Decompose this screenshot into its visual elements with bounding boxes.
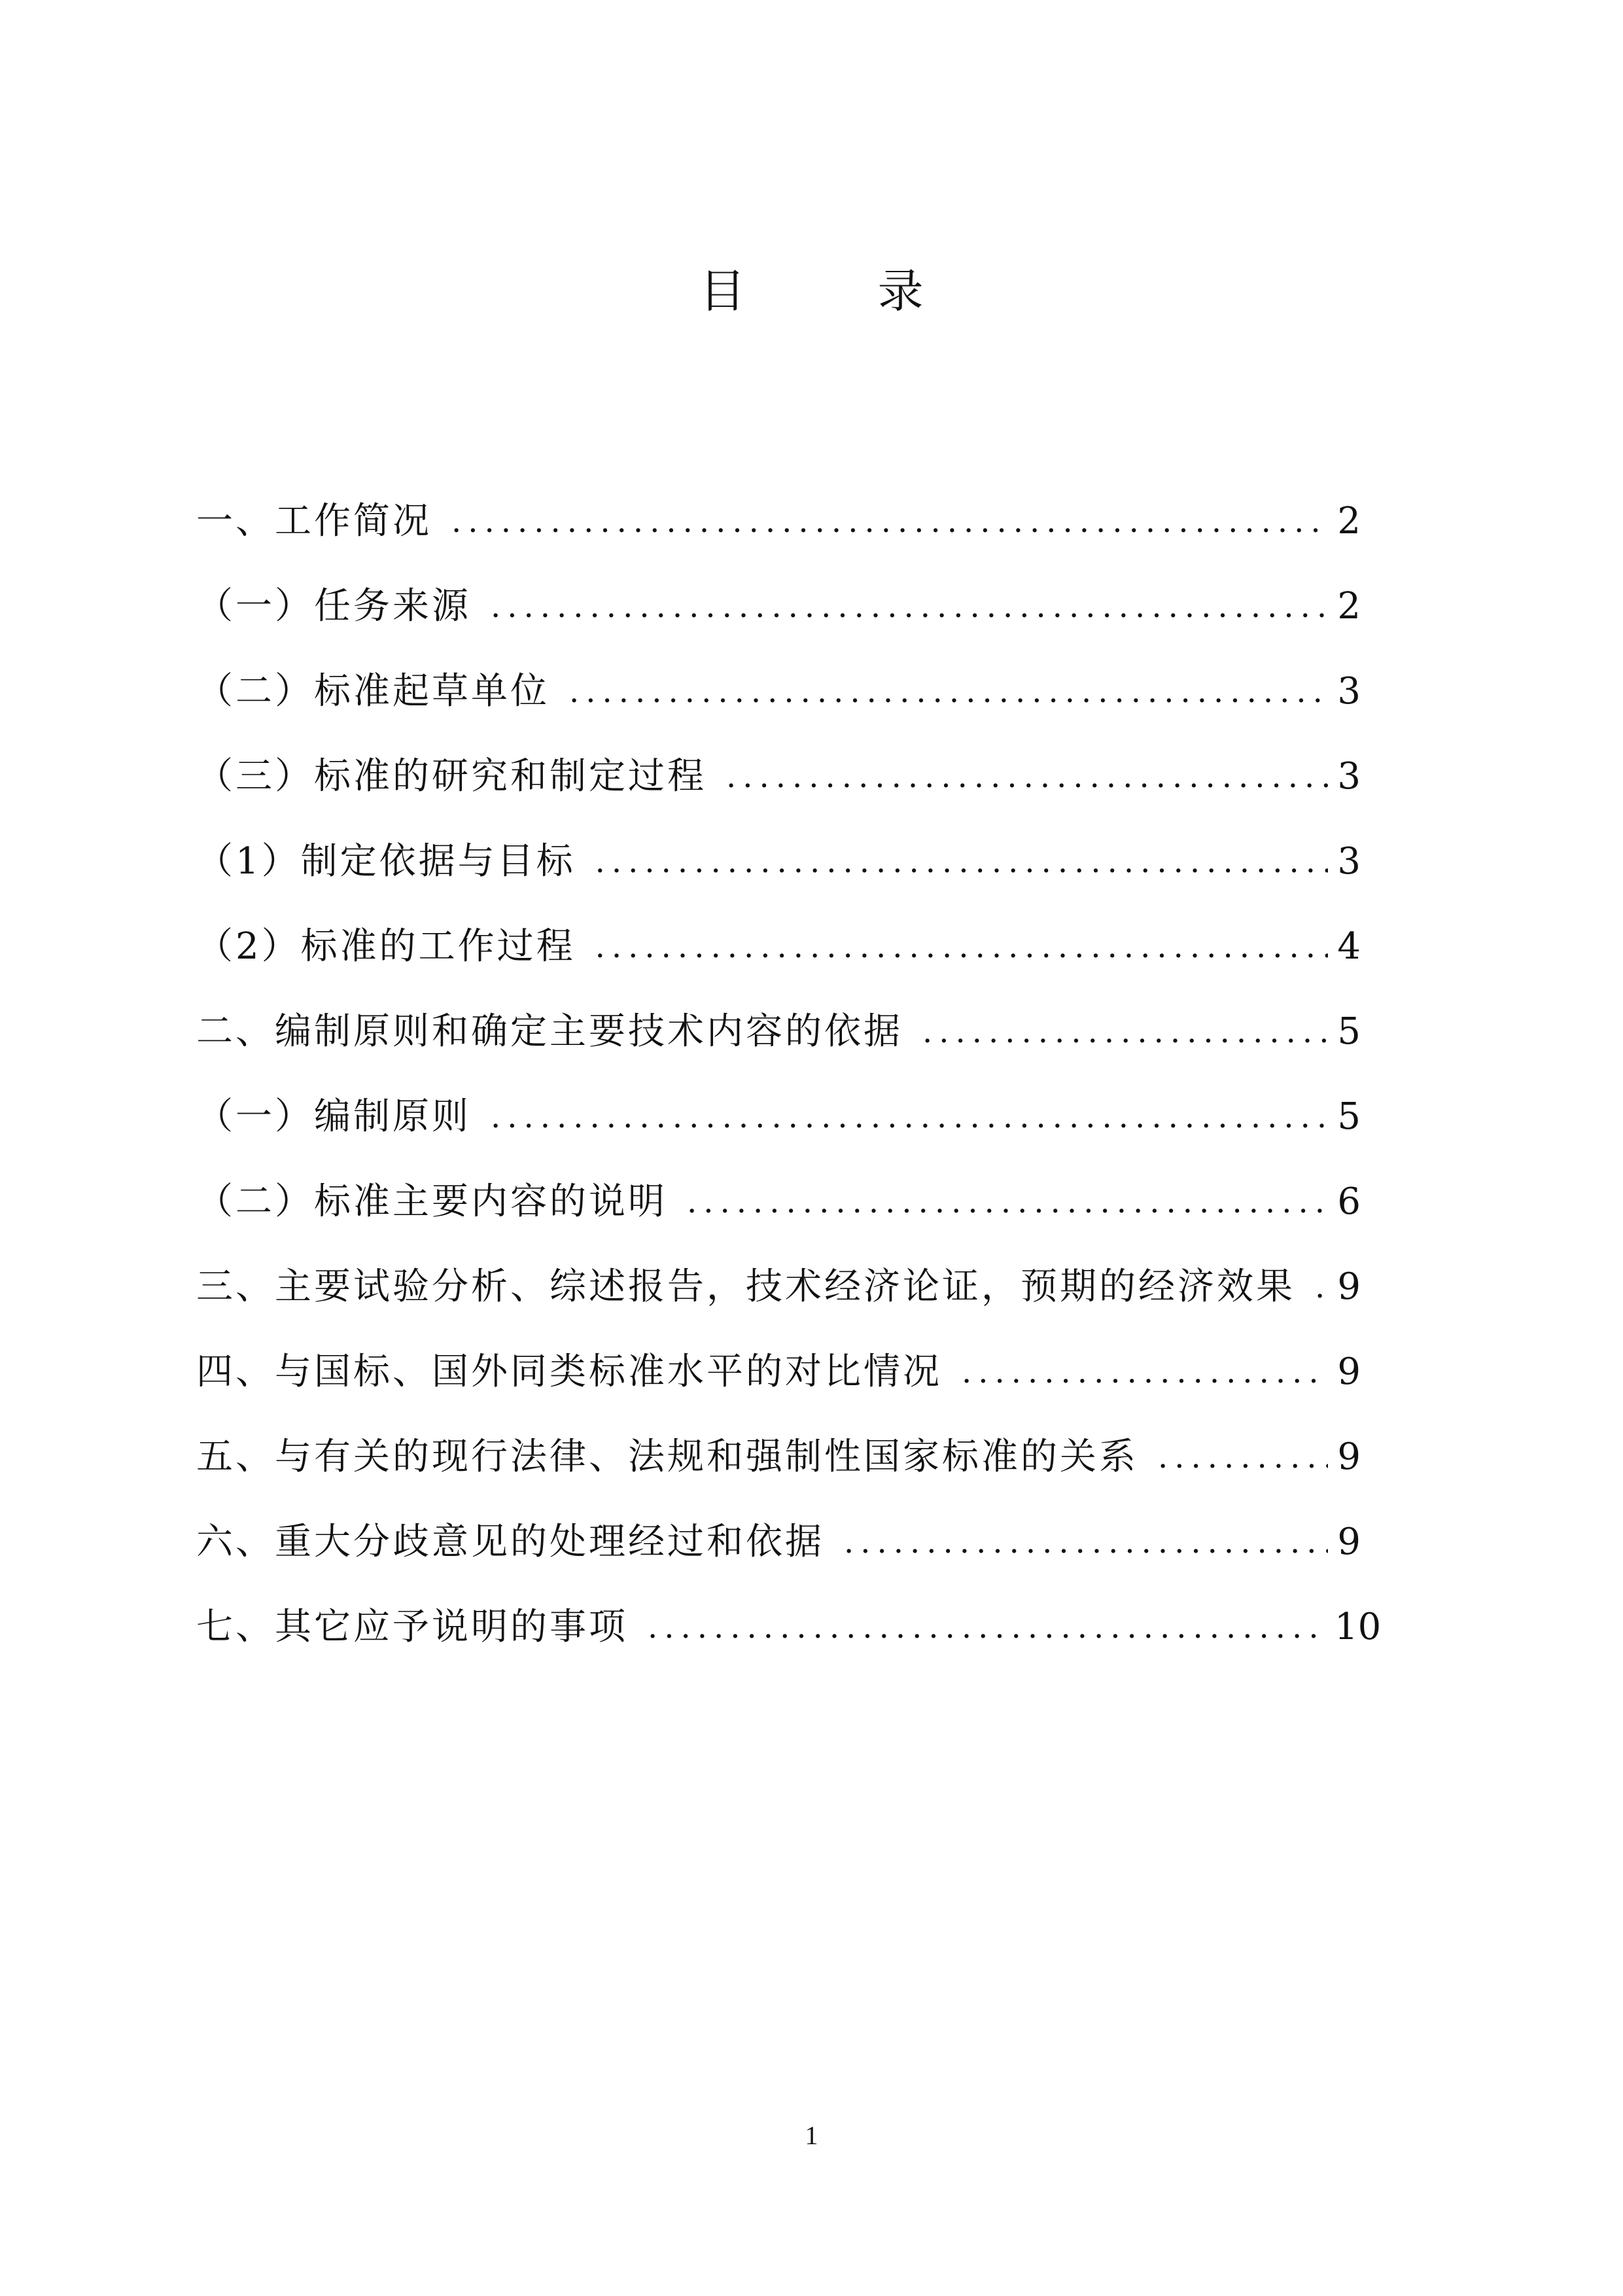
toc-leader-dots — [726, 761, 1328, 792]
toc-leader-dots — [1315, 1271, 1328, 1303]
toc-entry[interactable] — [196, 455, 1361, 540]
toc-entry-page: 9 — [1337, 1521, 1361, 1563]
toc-leader-dots — [844, 1527, 1328, 1558]
toc-entry-page: 9 — [1337, 1436, 1361, 1478]
toc-entry-page: 3 — [1337, 670, 1361, 713]
toc-entry-page: 3 — [1337, 755, 1361, 798]
toc-entry-page: 3 — [1337, 840, 1361, 883]
toc-leader-dots — [595, 846, 1328, 877]
toc-leader-dots — [491, 1101, 1328, 1133]
toc-entry[interactable] — [196, 1561, 1382, 1648]
toc-entry-page: 5 — [1337, 1010, 1361, 1053]
page-number: 1 — [805, 2121, 818, 2150]
page-title: 目 录 — [699, 264, 983, 318]
toc-entry-page: 9 — [1337, 1265, 1361, 1308]
toc-entry-label: 五、与有关的现行法律、法规和强制性国家标准的关系 — [196, 1436, 1138, 1478]
toc-entry-page: 5 — [1337, 1095, 1361, 1138]
toc-leader-dots — [451, 506, 1328, 537]
toc-leader-dots — [687, 1186, 1328, 1218]
toc-leader-dots — [491, 591, 1328, 622]
toc-entry-label: 一、工作简况 — [196, 500, 432, 542]
toc-entry-page: 4 — [1337, 925, 1361, 968]
toc-entry-label: 二、编制原则和确定主要技术内容的依据 — [196, 1010, 903, 1053]
toc-entry[interactable] — [196, 1305, 1361, 1393]
toc-leader-dots — [1158, 1441, 1328, 1473]
toc-entry-label: （1）制定依据与目标 — [196, 840, 576, 883]
toc-entry[interactable] — [196, 1390, 1361, 1478]
table-of-contents — [196, 455, 1382, 1648]
toc-entry-page: 2 — [1337, 500, 1361, 542]
toc-entry-page: 6 — [1337, 1180, 1361, 1223]
toc-leader-dots — [569, 676, 1328, 707]
toc-entry[interactable] — [196, 625, 1361, 713]
toc-entry-label: （二）标准主要内容的说明 — [196, 1180, 667, 1223]
toc-entry[interactable] — [196, 965, 1361, 1053]
toc-entry-label: （一）编制原则 — [196, 1095, 471, 1138]
toc-entry[interactable] — [196, 795, 1361, 883]
toc-entry[interactable] — [196, 880, 1361, 968]
toc-entry-label: 四、与国标、国外同类标准水平的对比情况 — [196, 1351, 942, 1393]
toc-entry-label: 七、其它应予说明的事项 — [196, 1606, 628, 1648]
toc-entry-page: 10 — [1335, 1606, 1382, 1648]
toc-leader-dots — [595, 931, 1328, 963]
toc-entry-label: （一）任务来源 — [196, 585, 471, 627]
toc-entry[interactable] — [196, 540, 1361, 625]
toc-entry[interactable] — [196, 710, 1361, 798]
toc-entry[interactable] — [196, 1135, 1361, 1223]
toc-leader-dots — [648, 1612, 1328, 1643]
toc-entry-page: 2 — [1337, 585, 1361, 627]
toc-entry-label: （三）标准的研究和制定过程 — [196, 755, 707, 798]
toc-leader-dots — [922, 1016, 1328, 1048]
toc-leader-dots — [962, 1356, 1328, 1388]
toc-entry-label: 三、主要试验分析、综述报告，技术经济论证，预期的经济效果 — [196, 1265, 1295, 1308]
toc-entry[interactable] — [196, 1220, 1361, 1308]
toc-entry-page: 9 — [1337, 1351, 1361, 1393]
toc-entry[interactable] — [196, 1050, 1361, 1138]
toc-entry-label: 六、重大分歧意见的处理经过和依据 — [196, 1521, 824, 1563]
toc-entry-label: （2）标准的工作过程 — [196, 925, 576, 968]
toc-entry[interactable] — [196, 1475, 1361, 1561]
toc-entry-label: （二）标准起草单位 — [196, 670, 550, 713]
